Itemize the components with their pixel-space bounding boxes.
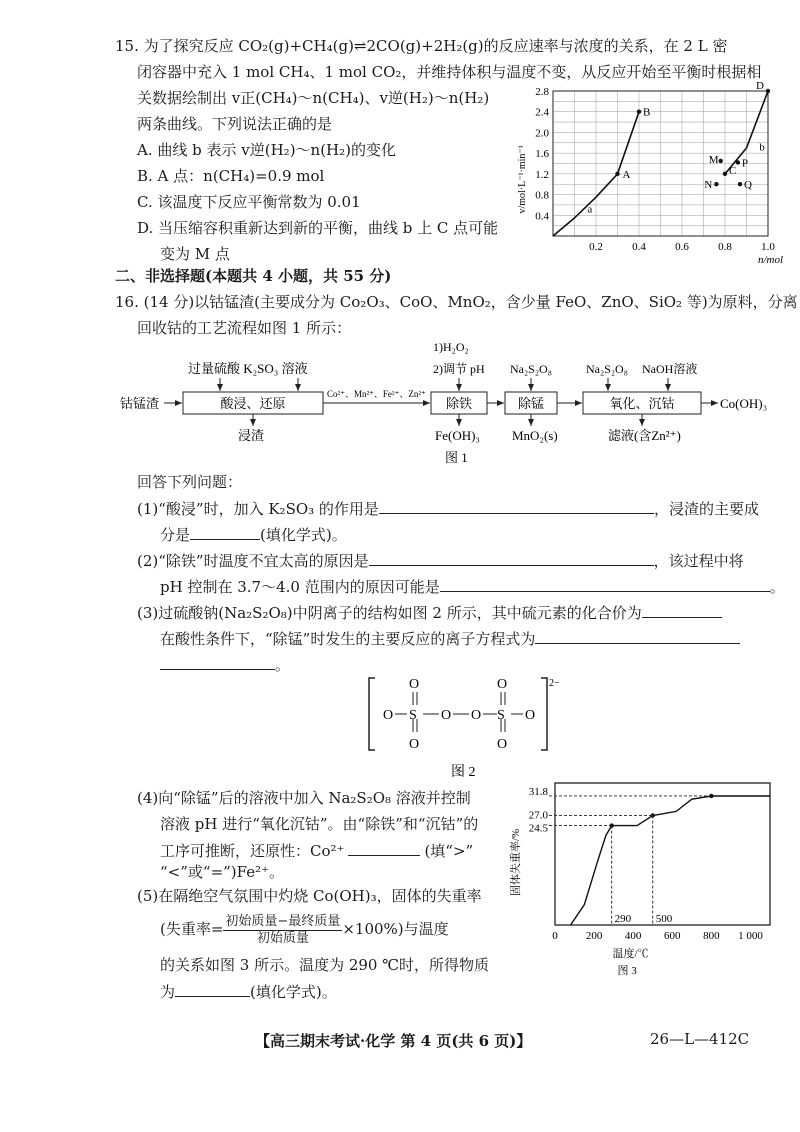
answer-blank-3c[interactable]	[160, 654, 275, 670]
q16-p1-text-c: 分是	[160, 526, 191, 544]
answer-blank-3b[interactable]	[535, 628, 740, 644]
atom-label: S	[409, 708, 417, 723]
peroxodisulfate-structure	[365, 672, 575, 782]
chart-point	[738, 182, 742, 186]
answer-blank-2a[interactable]	[369, 550, 654, 566]
y-axis-label: 固体失重率/%	[510, 828, 522, 896]
atom-label: O	[409, 737, 420, 752]
q15-option-c: C. 该温度下反应平衡常数为 0.01	[137, 193, 361, 211]
x-tick-label: 0.6	[675, 241, 689, 253]
footer-code: 26—L—412C	[650, 1030, 750, 1048]
flow-box2-label: 除铁	[445, 396, 473, 411]
y-tick-label: 0.8	[535, 189, 549, 202]
chart-point	[719, 159, 723, 163]
q16-part4-line2: 溶液 pH 进行“氧化沉钴”。由“除铁”和“沉钴”的	[160, 815, 479, 833]
q16-part5-line4	[160, 981, 337, 1002]
flow-out2: Fe(OH)₃	[435, 428, 480, 443]
y-axis-label: v/mol·L⁻¹·min⁻¹	[517, 145, 528, 214]
point-label: A	[622, 168, 631, 181]
q16-p3-text-c: 。	[275, 656, 291, 674]
q16-p2-text-d: 。	[769, 578, 785, 596]
q15-line4: 两条曲线。下列说法正确的是	[137, 115, 333, 133]
q16-part1-line1	[137, 498, 759, 519]
x-tick-label: 0.4	[632, 241, 646, 253]
point-label: M	[708, 153, 719, 166]
q16-p4-text-d: (填“>”	[424, 842, 474, 860]
series-label-a: a	[587, 203, 593, 216]
answer-blank-1a[interactable]	[379, 498, 654, 514]
q16-part5-line1: (5)在隔绝空气氛围中灼烧 Co(OH)₃，固体的失重率	[137, 887, 482, 905]
q16-p5-text-b: (失重率=	[160, 920, 224, 938]
q16-line1: 16. (14 分)以钴锰渣(主要成分为 Co₂O₃、CoO、MnO₂，含少量 FeO、ZnO、SiO₂ 等)为原料，分离	[115, 293, 798, 311]
q15-option-b: B. A 点：n(CH₄)=0.9 mol	[137, 167, 325, 185]
atom-label: O	[497, 677, 508, 692]
q16-p5-text-f: (填化学式)。	[250, 983, 337, 1001]
charge-label: 2−	[549, 678, 560, 689]
atom-label: O	[441, 708, 452, 723]
y-tick-label: 2.0	[535, 127, 549, 140]
flow-out4: 滤液(含Zn²⁺)	[608, 428, 681, 443]
q16-part4-line4: “<”或“=”)Fe²⁺。	[160, 863, 285, 881]
q16-p3-text-a: (3)过硫酸钠(Na₂S₂O₈)中阴离子的结构如图 2 所示，其中硫元素的化合价为	[137, 604, 642, 622]
chart-point	[736, 160, 740, 164]
chart1-group	[517, 80, 783, 266]
temp-annotation: 500	[655, 913, 673, 925]
answer-blank-3a[interactable]	[642, 602, 722, 618]
q15-option-a: A. 曲线 b 表示 v逆(H₂)～n(H₂)的变化	[137, 141, 397, 159]
q16-part1-line2	[160, 524, 347, 545]
flow-step2-a: 1)H₂O₂	[433, 340, 469, 354]
x-axis-label: 温度/℃	[612, 948, 649, 960]
q16-part2-line1	[137, 550, 744, 571]
q15-option-d-cont: 变为 M 点	[160, 245, 230, 263]
answer-blank-4[interactable]	[348, 840, 420, 856]
atom-label: O	[525, 708, 536, 723]
y-tick-label: 2.4	[535, 106, 549, 119]
point-label: N	[704, 179, 713, 192]
q16-p2-text-c: pH 控制在 3.7～4.0 范围内的原因可能是	[160, 578, 440, 596]
point-label: B	[643, 106, 651, 119]
flow-caption: 图 1	[445, 450, 468, 465]
x-tick-label: 800	[703, 930, 720, 942]
chart-caption: 图 3	[617, 965, 637, 977]
x-tick-label: 0.8	[718, 241, 732, 253]
x-tick-label: 1.0	[761, 241, 775, 253]
q15-line3: 关数据绘制出 v正(CH₄)～n(CH₄)、v逆(H₂)～n(H₂)	[137, 89, 490, 107]
q16-p2-text-b: ，该过程中将	[653, 552, 744, 570]
struct-caption: 图 2	[451, 765, 476, 780]
q16-part5-line3: 的关系如图 3 所示。温度为 290 ℃时，所得物质	[160, 956, 490, 974]
q16-p1-text-a: (1)“酸浸”时，加入 K₂SO₃ 的作用是	[137, 500, 379, 518]
flow-ions: Co²⁺、Mn²⁺、Fe²⁺、Zn²⁺	[327, 389, 426, 399]
point-label: D	[756, 80, 764, 92]
q15-option-d: D. 当压缩容积重新达到新的平衡，曲线 b 上 C 点可能	[137, 219, 499, 237]
q16-line2: 回收钴的工艺流程如图 1 所示：	[137, 319, 352, 337]
flow-reagent5: NaOH溶液	[642, 362, 698, 376]
y-tick-label: 2.8	[535, 86, 549, 98]
chart2-group	[508, 783, 770, 977]
q16-p2-text-a: (2)“除铁”时温度不宜太高的原因是	[137, 552, 369, 570]
footer-page-info: 【高三期末考试·化学 第 4 页(共 6 页)】	[255, 1032, 532, 1050]
chart-point	[714, 182, 718, 186]
q16-p4-text-c: 工序可推断，还原性：Co²⁺	[160, 842, 345, 860]
weight-loss-chart	[505, 775, 785, 980]
flow-box3-label: 除锰	[517, 396, 545, 411]
q15-line1: 15. 为了探究反应 CO₂(g)+CH₄(g)⇌2CO(g)+2H₂(g)的反应速率与浓度的关系，在 2 L 密	[115, 37, 728, 55]
q16-p1-text-b: ，浸渣的主要成	[653, 500, 759, 518]
flow-reagent3: Na₂S₂O₈	[510, 362, 552, 376]
flow-product: Co(OH)₃	[720, 396, 768, 411]
temp-annotation: 290	[614, 913, 632, 925]
answer-blank-2b[interactable]	[440, 576, 770, 592]
flow-out3: MnO₂(s)	[512, 428, 558, 443]
fraction-numerator: 初始质量−最终质量	[225, 913, 341, 929]
point-label: Q	[744, 179, 753, 192]
chart-point	[766, 89, 770, 93]
q16-part5-line2	[160, 912, 449, 947]
chart-point	[723, 172, 727, 176]
x-tick-label: 600	[664, 930, 681, 942]
y-tick-label: 0.4	[535, 210, 549, 223]
x-axis-label: n/mol	[758, 254, 784, 266]
q16-part3-line2	[160, 628, 740, 649]
process-flow-diagram	[120, 340, 790, 470]
x-tick-label: 0	[552, 930, 558, 942]
loss-rate-fraction	[223, 914, 342, 947]
answer-blank-5[interactable]	[175, 981, 250, 997]
section-2-title: 二、非选择题(本题共 4 小题，共 55 分)	[115, 267, 392, 285]
q16-part4-line1: (4)向“除锰”后的溶液中加入 Na₂S₂O₈ 溶液并控制	[137, 789, 471, 807]
q16-p5-text-e: 为	[160, 983, 176, 1001]
fraction-denominator: 初始质量	[256, 930, 309, 946]
q16-part4-line3	[160, 840, 473, 861]
q16-p3-text-b: 在酸性条件下，“除锰”时发生的主要反应的离子方程式为	[160, 630, 536, 648]
y-tick-label: 24.5	[528, 822, 548, 835]
q16-part2-line2	[160, 576, 785, 597]
point-label: C	[729, 164, 737, 177]
q16-p1-text-d: (填化学式)。	[260, 526, 347, 544]
q15-line2: 闭容器中充入 1 mol CH₄、1 mol CO₂，并维持体积与温度不变，从反应开始至平衡时根据相	[137, 63, 762, 81]
y-tick-label: 31.8	[528, 785, 548, 798]
flow-residue1: 浸渣	[238, 428, 265, 443]
x-tick-label: 200	[585, 930, 603, 942]
rate-chart	[515, 80, 784, 266]
x-tick-label: 0.2	[589, 241, 603, 253]
y-tick-label: 27.0	[528, 809, 548, 822]
q16-part3-line3	[160, 654, 290, 675]
q16-part3-line1	[137, 602, 722, 623]
flow-box4-label: 氧化、沉钴	[609, 396, 675, 411]
flow-reagent4: Na₂S₂O₈	[586, 362, 628, 376]
answer-blank-1b[interactable]	[190, 524, 260, 540]
series-label-b: b	[759, 141, 765, 154]
plot-frame	[555, 783, 770, 925]
flow-reagent1: 过量硫酸 K₂SO₃ 溶液	[188, 361, 308, 376]
y-tick-label: 1.2	[535, 168, 549, 181]
atom-label: O	[383, 708, 394, 723]
q16-p5-text-c: ×100%)与温度	[342, 920, 449, 938]
atom-label: O	[471, 708, 482, 723]
q16-intro: 回答下列问题：	[137, 473, 243, 491]
flow-step2-b: 2)调节 pH	[433, 362, 485, 376]
atom-label: O	[497, 737, 508, 752]
chart-point	[637, 110, 641, 114]
atom-label: S	[497, 708, 505, 723]
flow-box1-label: 酸浸、还原	[220, 396, 286, 411]
point-label: P	[741, 157, 749, 170]
atom-label: O	[409, 677, 420, 692]
y-tick-label: 1.6	[535, 148, 549, 161]
x-tick-label: 1 000	[738, 930, 763, 942]
chart-point	[615, 172, 619, 176]
flow-start-label: 钴锰渣	[120, 396, 160, 411]
x-tick-label: 400	[624, 930, 642, 942]
